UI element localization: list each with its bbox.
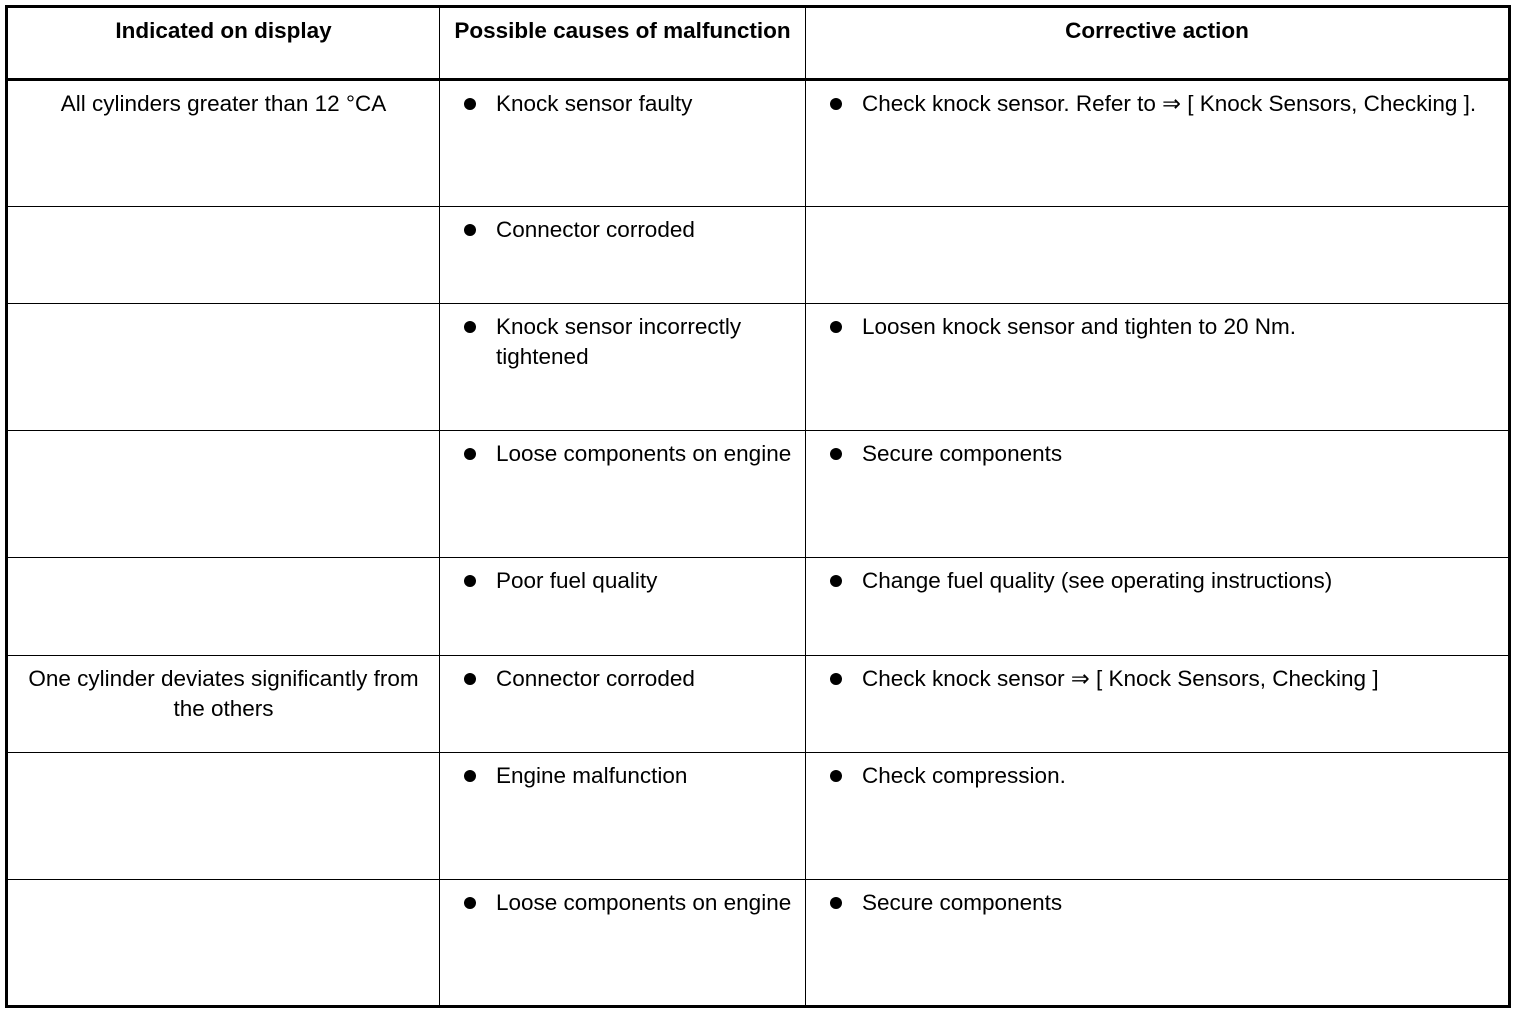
cause-text: Poor fuel quality (496, 568, 658, 594)
table-row (7, 752, 1510, 879)
bullet-icon (464, 673, 476, 685)
action-cell (806, 304, 1510, 431)
action-text: Loosen knock sensor and tighten to 20 Nm. (862, 314, 1297, 340)
bullet-icon (464, 575, 476, 587)
table-row (7, 558, 1510, 655)
table-row (7, 879, 1510, 1006)
indicated-cell (7, 431, 440, 558)
action-item (816, 664, 1498, 694)
bullet-icon (830, 897, 842, 909)
header-indicated: Indicated on display (7, 7, 440, 80)
cause-text: Loose components on engine (496, 441, 792, 467)
cause-item (450, 888, 795, 918)
indicated-cell (7, 558, 440, 655)
action-text: Change fuel quality (see operating instructions) (862, 568, 1333, 594)
action-cell (806, 80, 1510, 207)
table-row (7, 431, 1510, 558)
table-row (7, 655, 1510, 752)
cause-text: Loose components on engine (496, 889, 792, 915)
indicated-cell (7, 304, 440, 431)
bullet-icon (464, 321, 476, 333)
cause-cell (440, 431, 806, 558)
cause-text: Knock sensor incorrectly tightened (496, 314, 742, 370)
header-row (7, 7, 1510, 80)
action-item (816, 566, 1498, 596)
action-item (816, 761, 1498, 791)
bullet-icon (830, 321, 842, 333)
cause-text: Knock sensor faulty (496, 91, 693, 116)
indicated-cell (7, 879, 440, 1006)
indicated-cell: All cylinders greater than 12 °CA (7, 80, 440, 207)
action-text: Check knock sensor ⇒ [ Knock Sensors, Checking ] (862, 665, 1379, 691)
table-row (7, 80, 1510, 207)
action-cell (806, 879, 1510, 1006)
action-text: Check compression. (862, 762, 1066, 788)
table-row (7, 207, 1510, 304)
bullet-icon (464, 770, 476, 782)
header-action: Corrective action (806, 7, 1510, 80)
cause-item (450, 312, 795, 372)
cause-item (450, 215, 795, 245)
cause-cell (440, 558, 806, 655)
cause-item (450, 89, 795, 119)
action-text: Secure components (862, 889, 1063, 915)
cause-item (450, 664, 795, 694)
bullet-icon (830, 448, 842, 460)
cause-cell (440, 879, 806, 1006)
cause-text: Engine malfunction (496, 762, 688, 788)
bullet-icon (464, 448, 476, 460)
cause-cell (440, 304, 806, 431)
cause-item (450, 566, 795, 596)
bullet-icon (830, 770, 842, 782)
action-cell (806, 752, 1510, 879)
action-item (816, 439, 1498, 469)
action-text: Check knock sensor. Refer to ⇒ [ Knock Sensors, Checking ]. (862, 91, 1477, 116)
bullet-icon (464, 98, 476, 110)
action-cell (806, 655, 1510, 752)
action-item (816, 888, 1498, 918)
indicated-cell (7, 207, 440, 304)
action-item (816, 89, 1498, 119)
header-causes: Possible causes of malfunction (440, 7, 806, 80)
bullet-icon (464, 224, 476, 236)
cause-cell (440, 207, 806, 304)
action-cell (806, 207, 1510, 304)
cause-cell (440, 80, 806, 207)
cause-cell (440, 752, 806, 879)
bullet-icon (830, 575, 842, 587)
table-row (7, 304, 1510, 431)
cause-text: Connector corroded (496, 217, 695, 243)
cause-text: Connector corroded (496, 665, 695, 691)
cause-item (450, 439, 795, 469)
action-cell (806, 431, 1510, 558)
diagnosis-table (5, 5, 1511, 1008)
cause-cell (440, 655, 806, 752)
indicated-cell: One cylinder deviates significantly from the others (7, 655, 440, 752)
indicated-cell (7, 752, 440, 879)
action-cell (806, 558, 1510, 655)
action-text: Secure components (862, 441, 1063, 467)
cause-item (450, 761, 795, 791)
bullet-icon (830, 673, 842, 685)
bullet-icon (830, 98, 842, 110)
action-item (816, 312, 1498, 342)
bullet-icon (464, 897, 476, 909)
